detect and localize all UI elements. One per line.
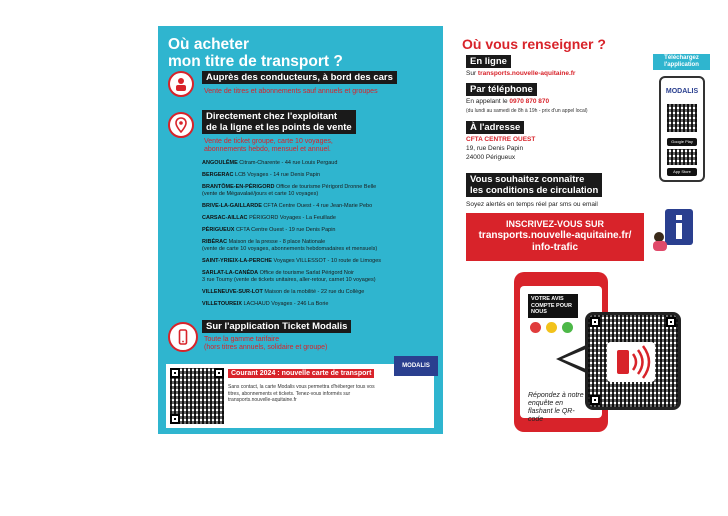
phone-text: En appelant le 0970 870 870	[466, 98, 550, 105]
section-app-text-line1: Toute la gamme tarifaire	[204, 336, 280, 343]
info-icon	[651, 207, 695, 251]
modalis-qr-code[interactable]	[170, 368, 224, 424]
subscribe-banner[interactable]	[466, 213, 644, 261]
conditions-text: Soyez alertés en temps réel par sms ou email	[466, 201, 598, 208]
list-item: (vente de Mégavalaé/jours et carte 10 voyages)	[202, 191, 319, 197]
survey-avis-line3: NOUS	[531, 309, 547, 315]
section-app-text	[204, 336, 434, 352]
neutral-smiley-icon	[546, 322, 557, 333]
driver-icon	[168, 71, 194, 97]
phone-hours: (du lundi au samedi de 8h à 19h - prix d'un appel local)	[466, 108, 588, 114]
app-download-label-line2: l'application	[664, 62, 699, 68]
courant-title: Courant 2024 : nouvelle carte de transport	[228, 369, 374, 378]
sad-smiley-icon	[530, 322, 541, 333]
survey-avis-box	[528, 294, 578, 318]
subscribe-line1: INSCRIVEZ-VOUS SUR	[505, 219, 604, 229]
section-app-heading: Sur l'application Ticket Modalis	[202, 320, 351, 333]
modalis-card-announcement	[166, 364, 434, 428]
left-title	[168, 36, 438, 70]
list-item: SARLAT-LA-CANÉDA Office de tourisme Sarlat Périgord Noir	[202, 270, 355, 276]
list-item: CARSAC-AILLAC PÉRIGORD Voyages - La Feuillade	[202, 215, 336, 221]
contactless-icon	[607, 342, 655, 382]
modalis-logo: MODALIS	[665, 88, 699, 95]
subscribe-line2: transports.nouvelle-aquitaine.fr/	[478, 230, 632, 241]
right-title: Où vous renseigner ?	[462, 36, 606, 52]
section-operator-text-line2: abonnements hebdo, mensuel et annuel.	[204, 146, 331, 153]
list-item: BRANTÔME-EN-PÉRIGORD Office de tourisme Périgord Dronne Belle	[202, 184, 377, 190]
list-item: VILLETOUREIX LACHAUD Voyages - 246 La Borie	[202, 301, 329, 307]
happy-smiley-icon	[562, 322, 573, 333]
app-download-label-line1: Téléchargez	[664, 55, 699, 61]
app-store-button[interactable]: App Store	[667, 168, 697, 176]
section-app-text-line2: (hors titres annuels, solidaire et groupe)	[204, 344, 328, 351]
phone-heading: Par téléphone	[466, 83, 537, 96]
phone-number[interactable]: 0970 870 870	[509, 98, 550, 105]
section-drivers-heading: Auprès des conducteurs, à bord des cars	[202, 71, 397, 84]
conditions-heading-line2: les conditions de circulation	[470, 185, 599, 196]
left-title-line2: mon titre de transport ?	[168, 53, 343, 70]
survey-avis-line2: COMPTE POUR	[531, 302, 572, 309]
courant-text: Sans contact, la carte Modalis vous permettra d'héberger tous vos titres, abonnements et tickets. Tenez-vous informés sur transports.nouvelle-aquitaine.fr	[228, 384, 375, 403]
list-item: RIBÉRAC Maison de la presse - 8 place Nationale	[202, 239, 326, 245]
address-name: CFTA CENTRE OUEST	[466, 136, 536, 143]
modalis-card-image: MODALIS	[394, 356, 438, 376]
conditions-heading-line1: Vous souhaitez connaître	[470, 174, 585, 185]
left-title-line1: Où acheter	[168, 36, 249, 53]
list-item: BERGERAC LCB Voyages - 14 rue Denis Papin	[202, 172, 321, 178]
section-operator-text	[204, 138, 434, 154]
address-street: 19, rue Denis Papin	[466, 145, 524, 152]
online-text: Sur transports.nouvelle-aquitaine.fr	[466, 70, 576, 77]
section-operator-heading-line1: Directement chez l'exploitant	[206, 111, 338, 122]
list-item: VILLENEUVE-SUR-LOT Maison de la mobilité - 22 rue du Collège	[202, 289, 365, 295]
section-operator-heading	[202, 110, 356, 134]
smartphone-icon	[168, 322, 198, 352]
section-operator-heading-line2: de la ligne et les points de vente	[206, 122, 352, 133]
list-item: SAINT-YRIEIX-LA-PERCHE Voyages VILLESSOT - 10 route de Limoges	[202, 258, 382, 264]
app-download-label	[653, 54, 710, 70]
list-item: ANGOULÊME Citram-Charente - 44 rue Louis Pergaud	[202, 160, 338, 166]
app-qr-code[interactable]	[667, 104, 697, 132]
address-city: 24000 Périgueux	[466, 154, 516, 161]
online-heading: En ligne	[466, 55, 511, 68]
app-phone-mockup	[659, 76, 705, 182]
left-panel	[158, 26, 443, 434]
google-play-button[interactable]: Google Play	[667, 138, 697, 146]
app-qr-code-2[interactable]	[667, 149, 697, 165]
list-item: PÉRIGUEUX CFTA Centre Ouest - 19 rue Denis Papin	[202, 227, 336, 233]
online-link[interactable]: transports.nouvelle-aquitaine.fr	[477, 70, 576, 77]
list-item: 3 rue Tourny (vente de tickets unitaires, aller-retour, carnet 10 voyages)	[202, 277, 376, 283]
list-item: BRIVE-LA-GAILLARDE CFTA Centre Ouest - 4 rue Jean-Marie Pebo	[202, 203, 373, 209]
app-download-box	[653, 54, 710, 184]
section-operator-text-line1: Vente de ticket groupe, carte 10 voyages,	[204, 138, 333, 145]
conditions-heading	[466, 173, 602, 197]
list-item: (vente de carte 10 voyages, abonnements hebdomadaires et mensuels)	[202, 246, 378, 252]
section-drivers-text: Vente de titres et abonnements sauf annuels et groupes	[204, 88, 378, 95]
speech-bubble-tail-inner	[562, 349, 586, 369]
location-pin-icon	[168, 112, 194, 138]
survey-avis-line1: VOTRE AVIS	[531, 296, 564, 302]
sales-points-list	[202, 160, 440, 308]
survey-text: Répondez à notre enquête en flashant le QR-code	[528, 392, 584, 423]
address-heading: À l'adresse	[466, 121, 524, 134]
subscribe-line3: info-trafic	[531, 242, 579, 253]
